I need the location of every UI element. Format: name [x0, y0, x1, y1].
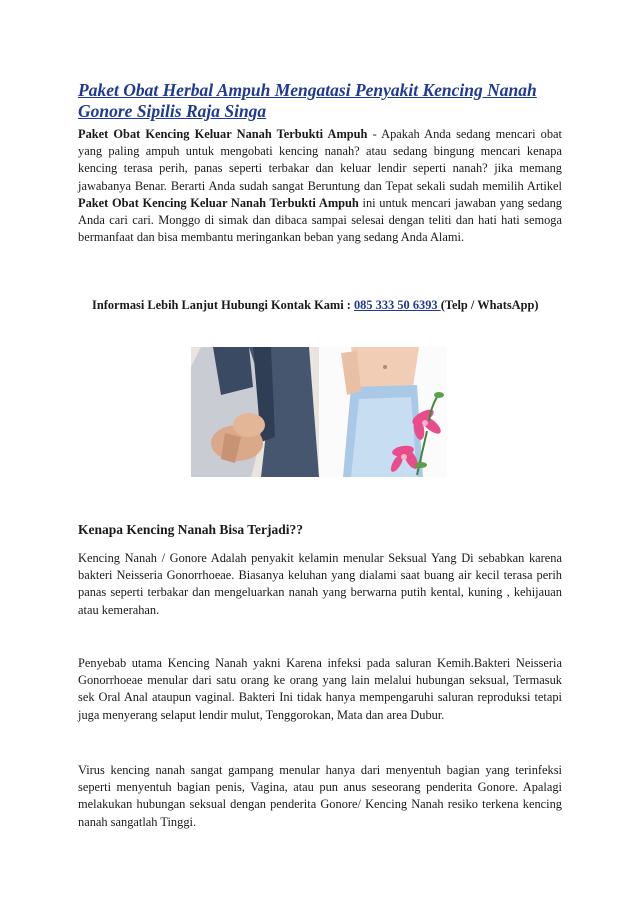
intro-paragraph [78, 126, 562, 246]
section-heading: Kenapa Kencing Nanah Bisa Terjadi?? [78, 522, 304, 537]
intro-text-1: - Apakah Anda sedang mencari obat yang paling ampuh untuk mengobati kencing nanah? atau sedang bingung mencari kenapa kencing terasa perih, panas seperti terbakar dan keluar lendir seperti nanah? jika memang jawabanya Benar. Berarti Anda sudah sangat Beruntung dan Tepat sekali sudah memilih Artikel [78, 127, 562, 193]
contact-suffix: (Telp / WhatsApp) [440, 298, 539, 312]
paragraph-2: Penyebab utama Kencing Nanah yakni Karena infeksi pada saluran Kemih.Bakteri Neisseria Gonorrhoeae menular dari satu orang ke orang yang lain melalui hubungan seksual, Termasuk sek Oral Anal ataupun vaginal. Bakteri Ini tidak hanya mempengaruhi saluran reproduksi tetapi juga menyerang selaput lendir mulut, Tenggorokan, Mata dan area Dubur. [78, 656, 562, 722]
intro-mid-bold: Paket Obat Kencing Keluar Nanah Terbukti Ampuh [78, 195, 359, 210]
page-title[interactable]: Paket Obat Herbal Ampuh Mengatasi Penyakit Kencing Nanah Gonore Sipilis Raja Singa [78, 80, 537, 121]
paragraph-3: Virus kencing nanah sangat gampang menular hanya dari menyentuh bagian yang terinfeksi seperti menyentuh bagian penis, Vagina, atau pun anus seseorang penderita Gonore. Apalagi melakukan hubungan seksual dengan penderita Gonore/ Kencing Nanah resiko terkena kencing nanah sangatlah Tinggi. [78, 763, 562, 829]
contact-label: Informasi Lebih Lanjut Hubungi Kontak Kami : [92, 298, 354, 312]
couple-illustration-icon [191, 347, 447, 477]
intro-lead-bold: Paket Obat Kencing Keluar Nanah Terbukti Ampuh [78, 127, 368, 141]
paragraph-1: Kencing Nanah / Gonore Adalah penyakit kelamin menular Seksual Yang Di sebabkan karena bakteri Neisseria Gonorrhoeae. Biasanya keluhan yang dialami saat buang air kecil terasa perih panas seperti terbakar dan mengeluarkan nanah yang berwarna putih kental, kuning , kehijauan atau kemerahan. [78, 551, 562, 617]
intro-text-2: ini untuk mencari jawaban yang sedang Anda cari cari. Monggo di simak dan dibaca sampai selesai dengan teliti dan hati hati semoga bermanfaat dan bisa membantu meringankan beban yang sedang Anda Alami. [78, 195, 562, 245]
phone-link[interactable]: 085 333 50 6393 [353, 298, 441, 312]
contact-line [92, 298, 572, 313]
